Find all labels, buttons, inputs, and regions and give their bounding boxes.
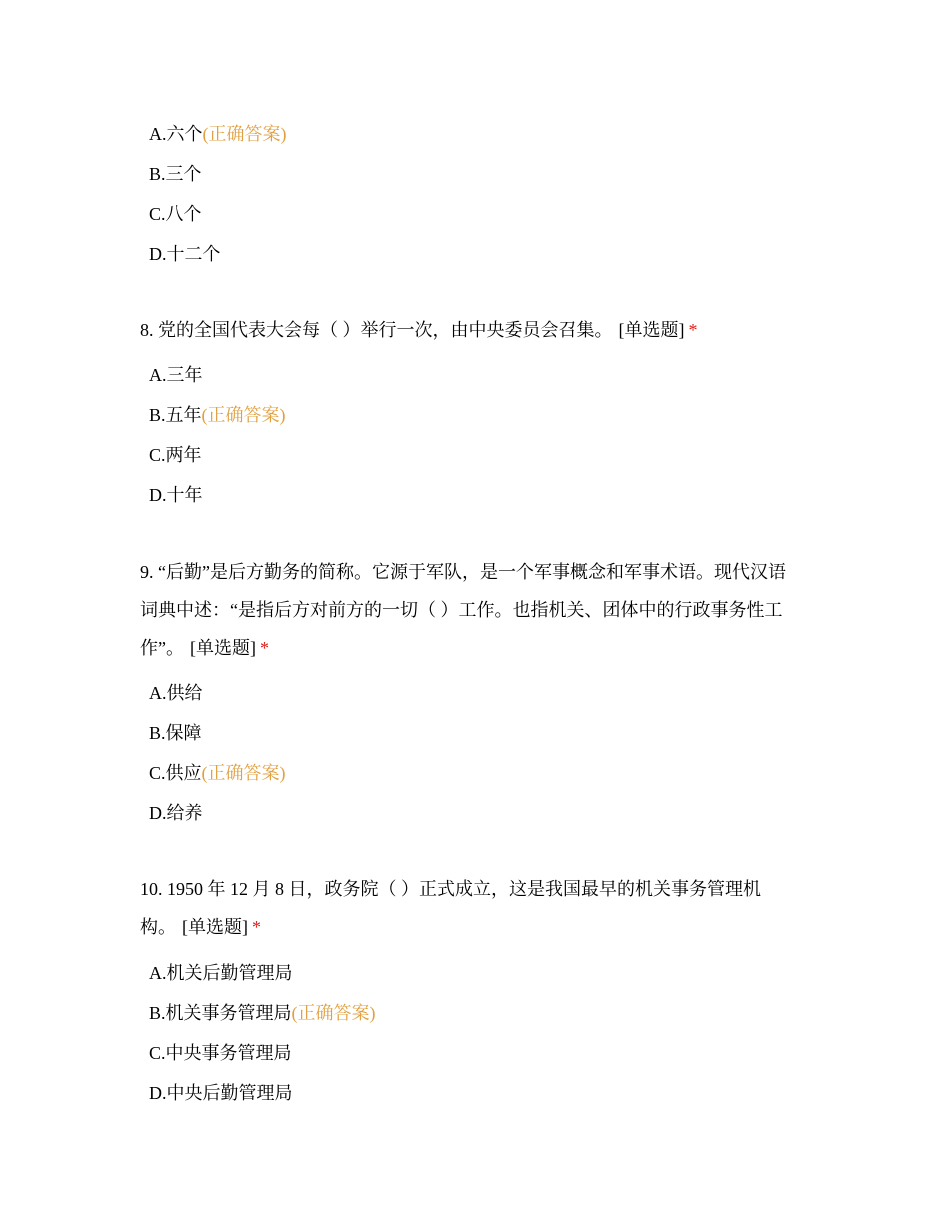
correct-answer-marker: (正确答案) bbox=[201, 405, 286, 425]
option-a bbox=[149, 122, 287, 146]
question-text: 8. 党的全国代表大会每（ ）举行一次，由中央委员会召集。 bbox=[140, 320, 613, 340]
correct-answer-marker: (正确答案) bbox=[201, 763, 286, 783]
option-label: A.三年 bbox=[149, 365, 203, 385]
option-label: B.五年 bbox=[149, 405, 202, 425]
option-label: C.供应 bbox=[149, 763, 202, 783]
option-label: C.八个 bbox=[149, 204, 202, 224]
option-label: D.十年 bbox=[149, 485, 203, 505]
option-a bbox=[149, 961, 293, 985]
option-d bbox=[149, 1081, 293, 1105]
option-label: B.保障 bbox=[149, 723, 202, 743]
option-c bbox=[149, 443, 202, 467]
option-label: A.机关后勤管理局 bbox=[149, 963, 293, 983]
question-type: [单选题] bbox=[190, 638, 256, 658]
option-d bbox=[149, 483, 203, 507]
option-a bbox=[149, 363, 203, 387]
option-label: D.中央后勤管理局 bbox=[149, 1083, 293, 1103]
option-label: A.供给 bbox=[149, 683, 203, 703]
option-c bbox=[149, 761, 286, 785]
option-c bbox=[149, 202, 202, 226]
question-8-text bbox=[140, 311, 820, 349]
required-marker: * bbox=[688, 320, 698, 340]
question-line: 9. “后勤”是后方勤务的简称。它源于军队，是一个军事概念和军事术语。现代汉语 bbox=[140, 562, 786, 582]
question-line: 词典中述：“是指后方对前方的一切（ ）工作。也指机关、团体中的行政事务性工 bbox=[140, 600, 783, 620]
question-text: 构。 bbox=[140, 917, 176, 937]
question-line: 10. 1950 年 12 月 8 日，政务院（ ）正式成立，这是我国最早的机关事务管理机 bbox=[140, 879, 761, 899]
option-d bbox=[149, 242, 221, 266]
question-line bbox=[140, 629, 820, 667]
required-marker: * bbox=[260, 638, 269, 658]
option-label: C.两年 bbox=[149, 445, 202, 465]
option-b bbox=[149, 1001, 376, 1025]
question-text: 作”。 bbox=[140, 638, 184, 658]
option-label: D.十二个 bbox=[149, 244, 221, 264]
option-d bbox=[149, 801, 203, 825]
question-9-text bbox=[140, 553, 820, 667]
option-label: D.给养 bbox=[149, 803, 203, 823]
option-b bbox=[149, 403, 286, 427]
option-b bbox=[149, 162, 202, 186]
question-line bbox=[140, 908, 820, 946]
question-10-text bbox=[140, 870, 820, 946]
option-label: B.三个 bbox=[149, 164, 202, 184]
option-label: C.中央事务管理局 bbox=[149, 1043, 292, 1063]
correct-answer-marker: (正确答案) bbox=[202, 124, 287, 144]
required-marker: * bbox=[252, 917, 261, 937]
option-b bbox=[149, 721, 202, 745]
question-type: [单选题] bbox=[618, 320, 685, 340]
question-line bbox=[140, 311, 820, 349]
correct-answer-marker: (正确答案) bbox=[291, 1003, 376, 1023]
option-label: A.六个 bbox=[149, 124, 203, 144]
option-label: B.机关事务管理局 bbox=[149, 1003, 292, 1023]
question-type: [单选题] bbox=[182, 917, 248, 937]
option-a bbox=[149, 681, 203, 705]
option-c bbox=[149, 1041, 292, 1065]
